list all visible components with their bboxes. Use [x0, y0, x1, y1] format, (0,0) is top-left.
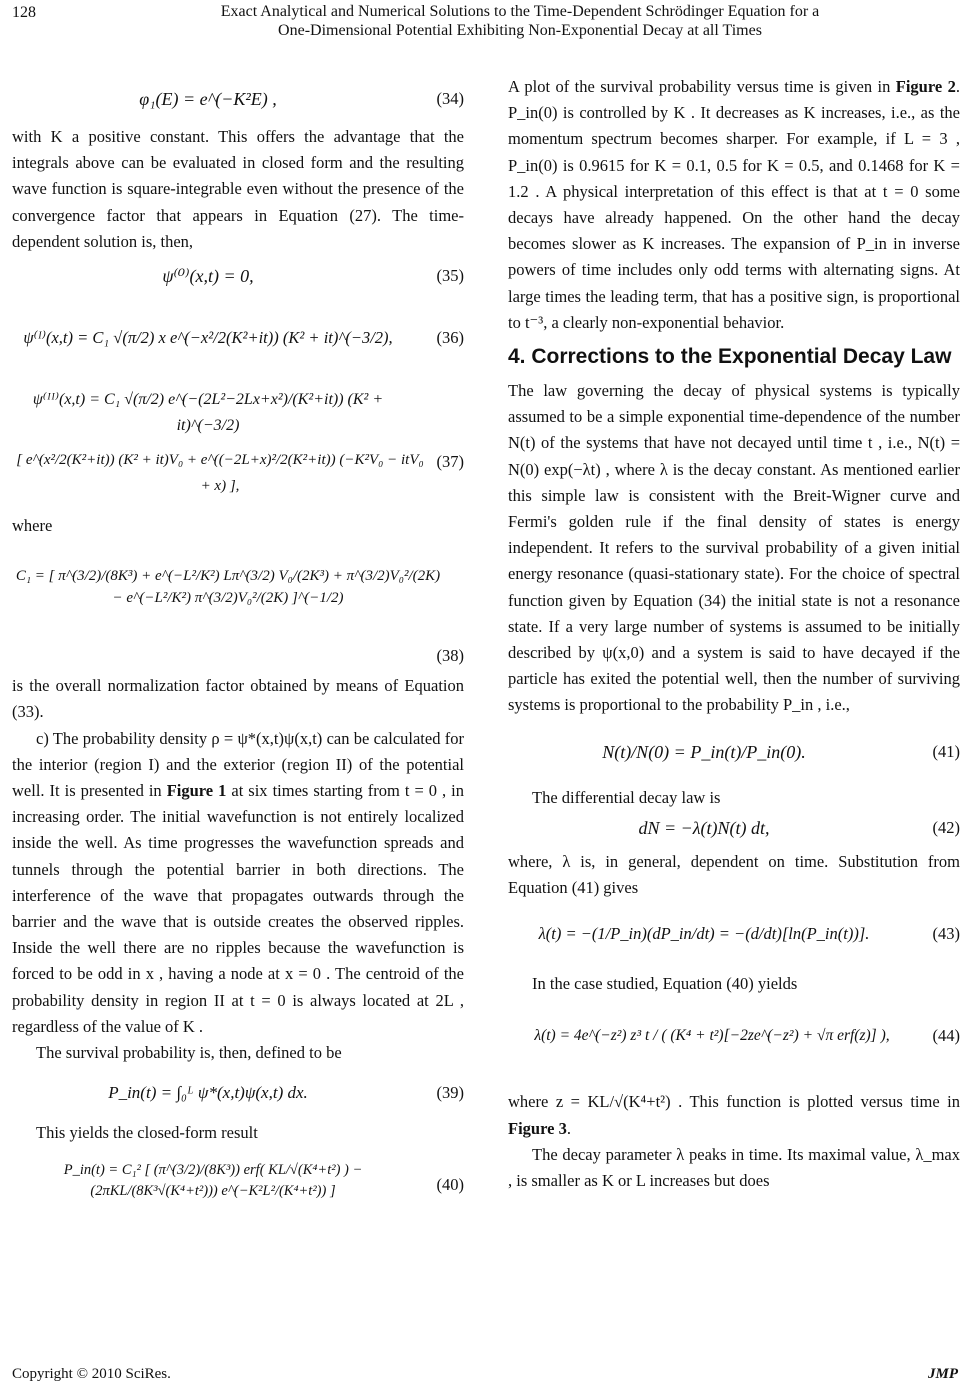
paragraph-z-definition-start: where z = KL/√(K⁴+t²) . This function is plotted versus time in: [508, 1092, 960, 1112]
equation-36-expression: ψ⁽ᴵ⁾(x,t) = C₁ √(π/2) x e^(−x²/2(K²+it)) (K² + it)^(−3/2),: [23, 328, 393, 348]
equation-38-number: (38): [436, 646, 464, 666]
equation-38-expression: C₁ = [ π^(3/2)/(8K³) + e^(−L²/K²) Lπ^(3/2) V₀/(2K³) + π^(3/2)V₀²/(2K) − e^(−L²/K²) π^(3/2)V₀²/(2K) ]^(−1/2): [15, 568, 441, 607]
paragraph-probability-density: [12, 726, 464, 1040]
equation-35-expression: ψ⁽⁰⁾(x,t) = 0,: [162, 266, 254, 287]
paragraph-z-definition-end: .: [566, 1118, 571, 1138]
where-label: where: [12, 516, 53, 536]
paragraph-decay-peak: The decay parameter λ peaks in time. Its maximal value, λ_max , is smaller as K or L increases but does: [508, 1144, 960, 1191]
equation-37: [12, 369, 464, 509]
equation-36-number: (36): [436, 328, 464, 348]
equation-43-expression: λ(t) = −(1/P_in)(dP_in/dt) = −(d/dt)[ln(P_in(t))].: [538, 924, 870, 944]
paragraph-survival-plot: [508, 74, 960, 336]
equation-39-number: (39): [436, 1083, 464, 1103]
right-column: [508, 74, 960, 1194]
paragraph-survival-plot-start: A plot of the survival probability versus time is given in: [508, 77, 896, 96]
equation-44-expression: λ(t) = 4e^(−z²) z³ t / ( (K⁴ + t²)[−2ze^(−z²) + √π erf(z)] ),: [534, 1027, 890, 1045]
paragraph-probability-density-end: at six times starting from t = 0 , in increasing order. The initial wavefunction is not entirely localized inside the well. As time progresses the wavefunction spreads and tunnels through the potential barrier in both directions. The interference of the wave that propagates outwards through the barrier and the wave that is outside creates the observed ripples. Inside the well there are no ripples because the wavefunction is forced to be odd in x , having a node at x = 0 . The centroid of the probability density in region II at t = 0 is always located at 2L , regardless of the value of K .: [12, 781, 464, 1036]
paragraph-time-dependence: where, λ is, in general, dependent on time. Substitution from Equation (41) gives: [508, 851, 960, 898]
equation-43: [508, 901, 960, 971]
paragraph-survival-intro: The survival probability is, then, defined to be: [36, 1043, 342, 1063]
figure-2-reference: Figure 2: [895, 77, 956, 96]
equation-35-number: (35): [436, 266, 464, 286]
paragraph-decay-law: The law governing the decay of physical systems is typically assumed to be a simple exponential time-dependence of the number N(t) of the systems that have not decayed until time t , i.e., N(t) = N(0) exp(−λt) , where λ is the decay constant. As mentioned earlier this simple law is consistent with the Breit-Wigner curve and Fermi's golden rule if the final density of states is energy independent. It refers to the survival probability of a given initial energy resonance (quasi-stationary state). For the choice of spectral function given by Equation (34) the initial state is not a resonance state. If a very large number of systems is assumed to be initially described by ψ(x,0) and a system is said to have decayed if the particle has exited the potential well, then the number of surviving systems is proportional to the probability P_in , i.e.,: [508, 381, 960, 715]
page-number: 128: [12, 4, 36, 21]
section-heading: 4. Corrections to the Exponential Decay Law: [508, 345, 952, 369]
paragraph-closed-form: This yields the closed-form result: [36, 1123, 258, 1143]
equation-40-expression: P_in(t) = C₁² [ (π^(3/2)/(8K³)) erf( KL/√(K⁴+t²) ) − (2πKL/(8K³√(K⁴+t²))) e^(−K²L²/(K⁴+t²)) ]: [63, 1162, 363, 1200]
equation-44-number: (44): [932, 1026, 960, 1046]
figure-3-reference: Figure 3: [508, 1118, 567, 1138]
equation-43-number: (43): [932, 924, 960, 944]
equation-34-number: (34): [436, 89, 464, 108]
running-header-line2: One-Dimensional Potential Exhibiting Non-Exponential Decay at all Times: [278, 22, 762, 39]
paragraph-z-definition: [508, 1089, 960, 1141]
equation-41-number: (41): [932, 741, 960, 761]
equation-41: [508, 719, 960, 785]
equation-37-line1: ψ⁽ᴵᴵ⁾(x,t) = C₁ √(π/2) e^(−(2L²−2Lx+x²)/(K²+it)) (K² + it)^(−3/2): [32, 391, 384, 435]
equation-37-line2: [ e^(x²/2(K²+it)) (K² + it)V₀ + e^((−2L+x)²/2(K²+it)) (−K²V₀ − itV₀ + x) ],: [16, 452, 424, 495]
equation-39: [12, 1066, 464, 1120]
equation-40-number: (40): [436, 1175, 464, 1195]
running-header-line1: Exact Analytical and Numerical Solutions to the Time-Dependent Schrödinger Equation for a: [220, 3, 820, 20]
paragraph-normalization: is the overall normalization factor obtained by means of Equation (33).: [12, 676, 464, 722]
equation-42-number: (42): [932, 817, 960, 837]
paragraph-differential-law: The differential decay law is: [532, 787, 721, 807]
footer-journal: JMP: [928, 1366, 958, 1382]
equation-40: [12, 1146, 464, 1226]
equation-41-expression: N(t)/N(0) = P_in(t)/P_in(0).: [602, 741, 806, 762]
equation-37-number: (37): [436, 452, 464, 472]
equation-44: [508, 997, 960, 1089]
left-column: [12, 78, 464, 1226]
paragraph-spectral-choice: with K a positive constant. This offers the advantage that the integrals above can be evaluated in closed form and the resulting wave function is square-integrable even without the presence of the convergence factor that appears in Equation (27). The time-dependent solution is, then,: [12, 127, 464, 251]
equation-38: [12, 539, 464, 673]
equation-36: [12, 307, 464, 369]
equation-34-expression: φ₁(E) = e^(−K²E) ,: [139, 89, 277, 109]
footer-copyright: Copyright © 2010 SciRes.: [12, 1366, 171, 1382]
equation-35: [12, 255, 464, 307]
paragraph-probability-density-start: c) The probability density ρ = ψ*(x,t)ψ(x,t) can be calculated for the interior (region I) and the exterior (region II) of the potential well. It is presented in: [12, 728, 464, 801]
paragraph-case-studied: In the case studied, Equation (40) yields: [532, 974, 798, 994]
equation-34: [12, 78, 464, 124]
figure-1-reference: Figure 1: [166, 781, 227, 801]
equation-42: [508, 811, 960, 849]
equation-39-expression: P_in(t) = ∫₀ᴸ ψ*(x,t)ψ(x,t) dx.: [108, 1083, 308, 1103]
running-header: [120, 2, 920, 40]
equation-42-expression: dN = −λ(t)N(t) dt,: [638, 817, 770, 838]
paragraph-survival-plot-end: . P_in(0) is controlled by K . It decreases as K increases, i.e., as the momentum spectrum becomes sharper. For example, if L = 3 , P_in(0) is 0.9615 for K = 0.1, 0.5 for K = 0.5, and 0.1468 for K = 1.2 . A physical interpretation of this effect is that at t = 0 some decays have already happened. On the other hand the decay becomes slower as K increases. The expansion of P_in in inverse powers of time includes only odd terms with alternating signs. At large times the leading term, that has a positive sign, is proportional to t⁻³, a clearly non-exponential behavior.: [508, 77, 960, 332]
